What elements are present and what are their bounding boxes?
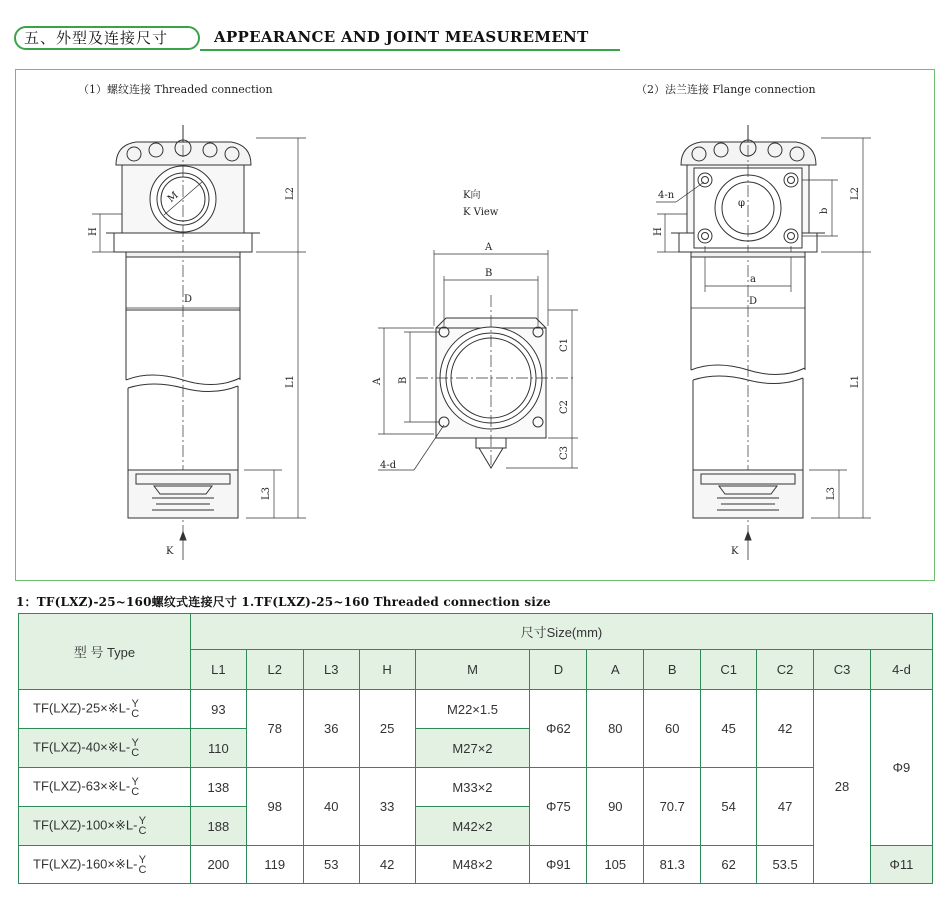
model-name: TF(LXZ)-63×※L- [33, 778, 131, 794]
dim-a: a [750, 274, 756, 285]
cell-M: M33×2 [415, 768, 530, 807]
model-name: TF(LXZ)-40×※L- [33, 739, 131, 755]
cell-M: M22×1.5 [415, 690, 530, 729]
model-suffix [138, 816, 146, 836]
dim-L3-left: L3 [261, 486, 272, 500]
dim-L3-right: L3 [826, 486, 837, 500]
cell-C2: 53.5 [757, 846, 814, 884]
cell-C2: 42 [757, 690, 814, 768]
dim-b: b [819, 207, 830, 214]
dim-H-left: H [88, 227, 99, 236]
dim-C3: C3 [559, 445, 570, 460]
dim-L2-left: L2 [285, 186, 296, 200]
model-name: TF(LXZ)-100×※L- [33, 817, 138, 833]
k-view-en: K View [463, 207, 499, 218]
cell-D: Φ75 [530, 768, 587, 846]
col-M: M [415, 650, 530, 690]
cell-4d: Φ11 [870, 846, 932, 884]
flange-filter-drawing [653, 125, 871, 560]
dim-B-top: B [485, 268, 493, 279]
dim-C1: C1 [559, 337, 570, 352]
table-row [19, 846, 933, 884]
threaded-connection-label: （1）螺纹连接 Threaded connection [78, 83, 273, 96]
technical-drawing [16, 70, 934, 580]
col-C2: C2 [757, 650, 814, 690]
cell-L2: 119 [246, 846, 303, 884]
model-name: TF(LXZ)-160×※L- [33, 855, 138, 871]
dim-phi-right: φ [738, 198, 746, 209]
table-row [19, 690, 933, 729]
size-table [18, 613, 933, 884]
cell-C2: 47 [757, 768, 814, 846]
dim-M-left: M [165, 189, 181, 205]
k-view-drawing [372, 188, 578, 471]
section-header-english: APPEARANCE AND JOINT MEASUREMENT [214, 28, 589, 46]
model-cell [19, 690, 191, 729]
cell-H: 33 [359, 768, 415, 846]
suffix-y: Y [131, 737, 139, 749]
dim-L2-right: L2 [850, 186, 861, 200]
dim-K-right: K [731, 546, 739, 557]
model-cell [19, 807, 191, 846]
cell-L1: 188 [190, 807, 246, 846]
cell-4d: Φ9 [870, 690, 932, 846]
cell-M: M48×2 [415, 846, 530, 884]
cell-A: 90 [587, 768, 644, 846]
cell-H: 42 [359, 846, 415, 884]
header-model: 型 号 Type [19, 614, 191, 690]
model-suffix [131, 777, 139, 797]
dim-D-left: D [184, 294, 193, 305]
dim-L1-left: L1 [285, 374, 296, 388]
dim-A-left: A [372, 377, 383, 385]
cell-B: 60 [644, 690, 701, 768]
col-D: D [530, 650, 587, 690]
cell-D: Φ62 [530, 690, 587, 768]
table-caption: 1：TF(LXZ)-25~160螺纹式连接尺寸 1.TF(LXZ)-25~160 Threaded connection size [16, 595, 551, 609]
col-L1: L1 [190, 650, 246, 690]
dim-L1-right: L1 [850, 374, 861, 388]
suffix-c: C [138, 863, 147, 876]
model-name: TF(LXZ)-25×※L- [33, 700, 131, 716]
cell-L1: 200 [190, 846, 246, 884]
cell-L3: 36 [303, 690, 359, 768]
cell-A: 105 [587, 846, 644, 884]
cell-H: 25 [359, 690, 415, 768]
cell-L3: 40 [303, 768, 359, 846]
dim-4d: 4-d [380, 460, 397, 471]
section-header [14, 26, 614, 52]
header-size: 尺寸Size(mm) [190, 614, 932, 650]
col-H: H [359, 650, 415, 690]
drawing-frame [15, 69, 935, 581]
cell-L3: 53 [303, 846, 359, 884]
col-A: A [587, 650, 644, 690]
cell-C1: 54 [701, 768, 757, 846]
suffix-y: Y [131, 698, 139, 710]
k-view-cn: K向 [463, 190, 481, 201]
suffix-y: Y [131, 776, 139, 788]
suffix-c: C [138, 825, 147, 837]
cell-M: M27×2 [415, 729, 530, 768]
flange-connection-label: （2）法兰连接 Flange connection [636, 83, 816, 96]
col-L2: L2 [246, 650, 303, 690]
model-cell [19, 729, 191, 768]
col-4d: 4-d [870, 650, 932, 690]
dim-H-right: H [653, 227, 664, 236]
cell-L1: 110 [190, 729, 246, 768]
section-header-chinese: 五、外型及连接尺寸 [14, 26, 200, 50]
suffix-c: C [131, 747, 140, 759]
suffix-y: Y [138, 815, 147, 827]
threaded-filter-drawing [88, 125, 306, 560]
cell-B: 81.3 [644, 846, 701, 884]
cell-L2: 98 [246, 768, 303, 846]
suffix-c: C [131, 708, 140, 720]
suffix-y: Y [138, 853, 147, 866]
cell-C3: 28 [814, 690, 871, 884]
cell-A: 80 [587, 690, 644, 768]
model-cell [19, 768, 191, 807]
model-cell [19, 846, 191, 884]
cell-L1: 138 [190, 768, 246, 807]
cell-L1: 93 [190, 690, 246, 729]
dim-D-right: D [749, 296, 758, 307]
dim-4n: 4-n [658, 190, 675, 201]
cell-M: M42×2 [415, 807, 530, 846]
col-C1: C1 [701, 650, 757, 690]
model-suffix [131, 699, 139, 719]
cell-L2: 78 [246, 690, 303, 768]
cell-C1: 62 [701, 846, 757, 884]
dim-C2: C2 [559, 399, 570, 414]
cell-C1: 45 [701, 690, 757, 768]
table-row [19, 768, 933, 807]
model-suffix [138, 855, 146, 875]
dim-A-top: A [485, 242, 493, 253]
dim-B-left: B [398, 376, 409, 384]
cell-B: 70.7 [644, 768, 701, 846]
suffix-c: C [131, 786, 140, 798]
cell-D: Φ91 [530, 846, 587, 884]
dim-K-left: K [166, 546, 174, 557]
model-suffix [131, 738, 139, 758]
col-L3: L3 [303, 650, 359, 690]
header-underline [200, 49, 620, 51]
col-C3: C3 [814, 650, 871, 690]
col-B: B [644, 650, 701, 690]
